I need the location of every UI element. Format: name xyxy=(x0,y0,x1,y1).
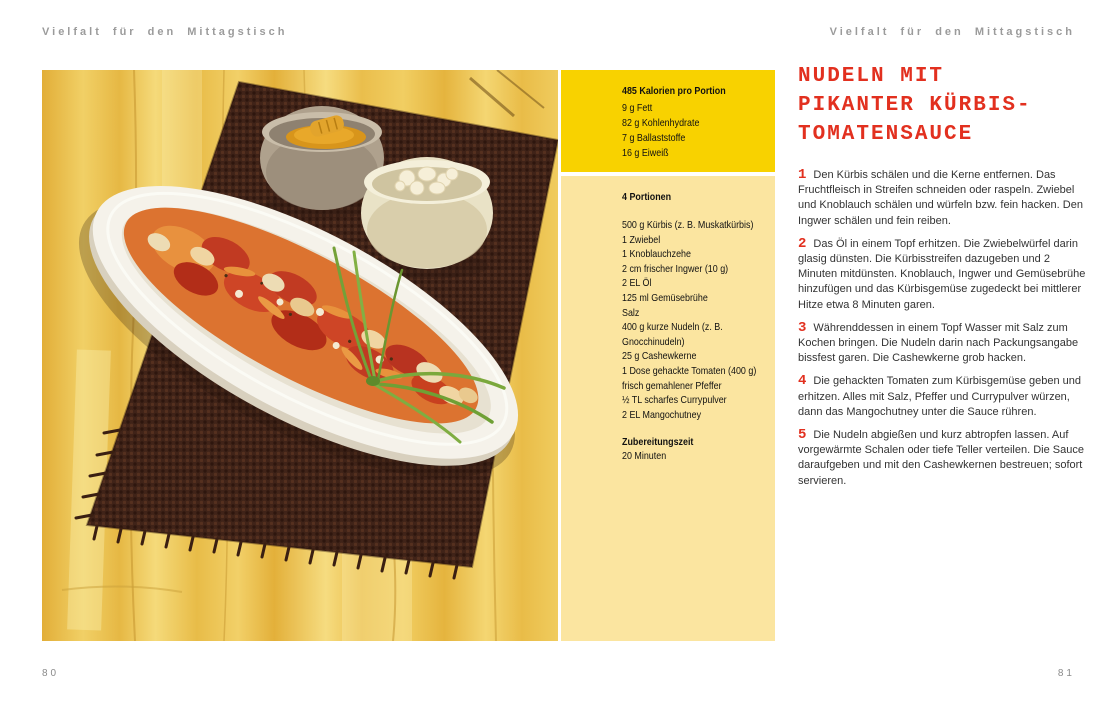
ingredient-item: ½ TL scharfes Currypulver xyxy=(622,394,727,407)
ingredients-panel xyxy=(561,176,775,641)
recipe-title-line: NUDELN MIT xyxy=(798,65,945,88)
recipe-title-line: PIKANTER KÜRBIS- xyxy=(798,94,1032,117)
recipe-photo xyxy=(42,70,558,641)
step-text: Das Öl in einem Topf erhitzen. Die Zwiebelwürfel darin glasig dünsten. Die Kürbisstreifen dazugeben und 2 Minuten mitdünsten. Knoblauch, Ingwer und Gemüsebrühe hinzufügen und das Kürbisgemüse zugedeckt bei mittlerer Hitze etwa 8 Minuten garen. xyxy=(798,237,1086,311)
step-number: 3 xyxy=(798,319,807,336)
prep-time-label: Zubereitungszeit xyxy=(622,436,694,449)
recipe-step xyxy=(798,237,1090,313)
recipe-steps xyxy=(798,168,1090,489)
page-number-left: 80 xyxy=(42,668,60,679)
ingredient-item: 2 EL Öl xyxy=(622,277,652,290)
ingredient-item: 1 Knoblauchzehe xyxy=(622,248,691,261)
page-number-right: 81 xyxy=(1057,668,1075,679)
recipe-column xyxy=(798,62,1090,497)
ingredient-item: Salz xyxy=(622,306,640,319)
recipe-title xyxy=(798,62,1090,149)
ingredient-item: frisch gemahlener Pfeffer xyxy=(622,379,722,392)
servings-heading: 4 Portionen xyxy=(622,191,672,203)
recipe-photo-art xyxy=(42,70,558,641)
recipe-step xyxy=(798,168,1090,229)
nutrition-box xyxy=(561,70,775,172)
step-text: Währenddessen in einem Topf Wasser mit Salz zum Kochen bringen. Die Nudeln darin nach Packungsangabe bissfest garen. Die Cashewkerne grob hacken. xyxy=(798,321,1079,365)
ingredient-item: 25 g Cashewkerne xyxy=(622,350,697,363)
running-head-right: Vielfalt für den Mittagstisch xyxy=(829,26,1075,38)
ingredient-item: 1 Zwiebel xyxy=(622,233,661,246)
nutrition-headline: 485 Kalorien pro Portion xyxy=(622,85,726,97)
recipe-step xyxy=(798,428,1090,489)
nutrition-item-fat: 9 g Fett xyxy=(622,102,653,114)
recipe-title-line: TOMATENSAUCE xyxy=(798,123,974,146)
cashew-bowl xyxy=(361,157,493,279)
recipe-step xyxy=(798,374,1090,420)
ingredient-item: 125 ml Gemüsebrühe xyxy=(622,291,708,304)
ingredient-item: 2 EL Mangochutney xyxy=(622,408,702,421)
nutrition-item-fiber: 7 g Ballaststoffe xyxy=(622,132,686,144)
step-text: Den Kürbis schälen und die Kerne entfernen. Das Fruchtfleisch in Streifen schneiden oder raspeln. Zwiebel und Knoblauch schälen und würfeln bzw. fein hacken. Den Ingwer schälen und fein reiben. xyxy=(798,169,1083,227)
ingredient-item: 2 cm frischer Ingwer (10 g) xyxy=(622,262,729,275)
prep-time-value: 20 Minuten xyxy=(622,450,667,463)
step-text: Die Nudeln abgießen und kurz abtropfen lassen. Auf vorgewärmte Schalen oder tiefe Teller verteilen. Die Sauce daraufgeben und mit den Cashewkernen bestreuen; sofort servieren. xyxy=(798,429,1084,487)
ingredient-item: 400 g kurze Nudeln (z. B. Gnocchinudeln) xyxy=(622,321,723,348)
step-number: 5 xyxy=(798,427,807,444)
step-number: 4 xyxy=(798,373,807,390)
step-text: Die gehackten Tomaten zum Kürbisgemüse geben und erhitzen. Alles mit Salz, Pfeffer und Currypulver würzen, dann das Mangochutney unter die Sauce rühren. xyxy=(798,375,1082,418)
nutrition-item-protein: 16 g Eiweiß xyxy=(622,147,669,159)
ingredient-item: 500 g Kürbis (z. B. Muskatkürbis) xyxy=(622,219,754,231)
step-number: 2 xyxy=(798,235,807,252)
running-head-left: Vielfalt für den Mittagstisch xyxy=(42,26,288,38)
recipe-step xyxy=(798,321,1090,367)
step-number: 1 xyxy=(798,167,807,183)
ingredient-item: 1 Dose gehackte Tomaten (400 g) xyxy=(622,364,757,377)
nutrition-item-carbs: 82 g Kohlenhydrate xyxy=(622,117,700,129)
recipe-sidebar xyxy=(561,70,775,641)
